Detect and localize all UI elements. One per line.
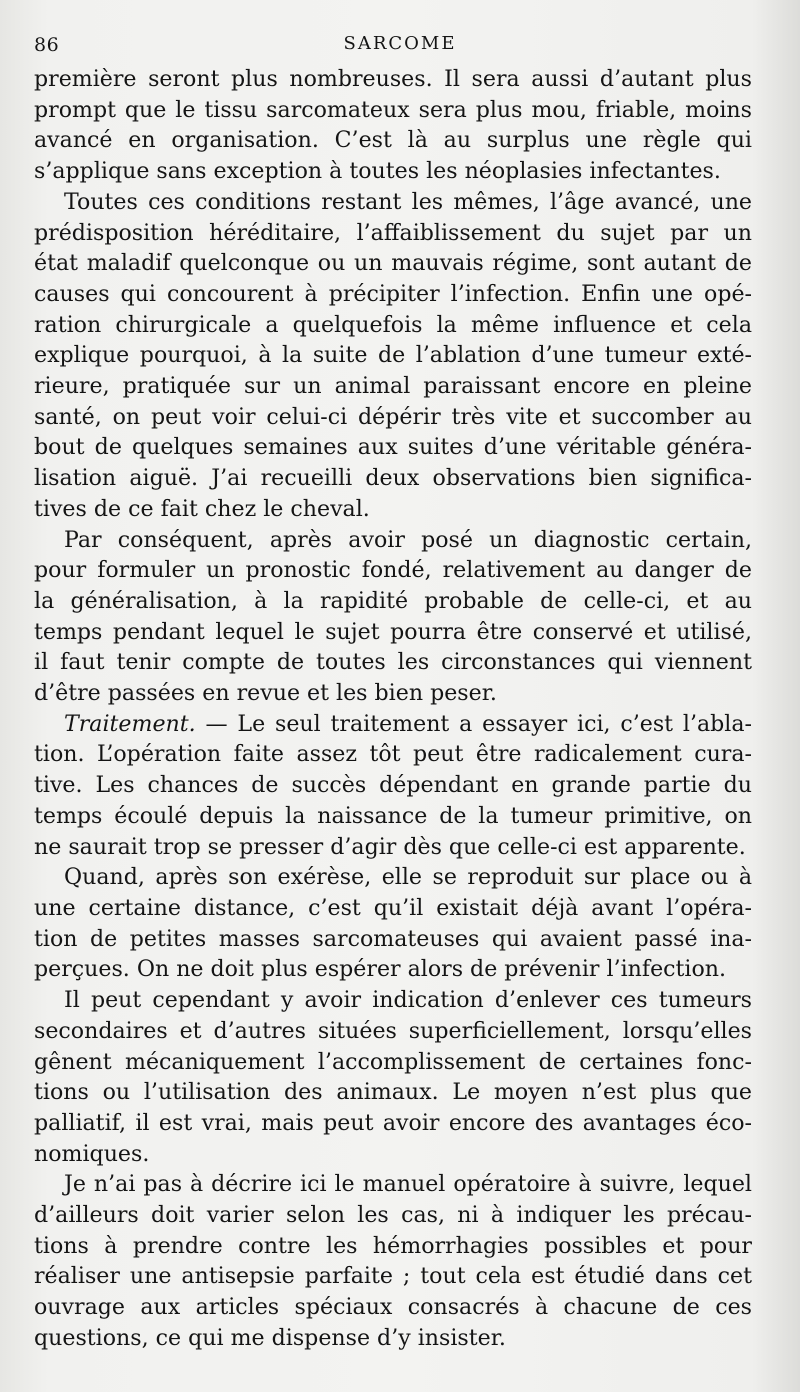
text-line: temps pendant lequel le sujet pourra être conservé et utilisé, xyxy=(34,618,752,645)
text-line: première seront plus nombreuses. Il sera aussi d’autant plus xyxy=(34,66,752,92)
text-line: pour formuler un pronostic fondé, relativement au danger de xyxy=(34,557,752,584)
text-line: s’applique sans exception à toutes les néoplasies infectantes. xyxy=(34,158,721,185)
text-line: tive. Les chances de succès dépendant en grande partie du xyxy=(34,772,752,799)
paragraph xyxy=(34,709,752,863)
text-line: Je n’ai pas à décrire ici le manuel opératoire à suivre, lequel xyxy=(64,1171,752,1198)
text-line: une certaine distance, c’est qu’il existait déjà avant l’opéra- xyxy=(34,894,752,921)
text-line: prompt que le tissu sarcomateux sera plus mou, friable, moins xyxy=(34,96,752,123)
text-line: questions, ce qui me dispense d’y insister. xyxy=(34,1324,506,1351)
text-line: état maladif quelconque ou un mauvais régime, sont autant de xyxy=(34,250,752,277)
text-line: ne saurait trop se presser d’agir dès que celle-ci est apparente. xyxy=(34,833,746,860)
paragraph xyxy=(34,862,752,985)
section-heading: Traitement. xyxy=(64,710,196,737)
text-line: lisation aiguë. J’ai recueilli deux observations bien significa- xyxy=(34,465,752,492)
text-line: secondaires et d’autres situées superficiellement, lorsqu’elles xyxy=(34,1017,752,1044)
text-line: ration chirurgicale a quelquefois la même influence et cela xyxy=(34,311,752,338)
text-line: rieure, pratiquée sur un animal paraissant encore en pleine xyxy=(34,373,752,400)
text-line: Il peut cependant y avoir indication d’enlever ces tumeurs xyxy=(64,987,752,1014)
paragraph xyxy=(34,985,752,1169)
text-line: palliatif, il est vrai, mais peut avoir encore des avantages éco- xyxy=(34,1109,752,1136)
text-line: Quand, après son exérèse, elle se reproduit sur place ou à xyxy=(64,864,752,891)
text-line: santé, on peut voir celui-ci dépérir très vite et succomber au xyxy=(34,403,752,430)
text-line: tion. L’opération faite assez tôt peut être radicalement cura- xyxy=(34,741,752,768)
page-number: 86 xyxy=(34,34,60,56)
text-line: ouvrage aux articles spéciaux consacrés à chacune de ces xyxy=(34,1294,752,1321)
text-line xyxy=(34,709,752,740)
text-line: Toutes ces conditions restant les mêmes, l’âge avancé, une xyxy=(64,188,752,215)
text-line: tion de petites masses sarcomateuses qui avaient passé ina- xyxy=(34,925,752,952)
text-line: Par conséquent, après avoir posé un diagnostic certain, xyxy=(64,526,752,553)
paragraph xyxy=(34,187,752,525)
text-line: tives de ce fait chez le cheval. xyxy=(34,495,370,522)
body-text xyxy=(34,64,752,1354)
text-line: explique pourquoi, à la suite de l’ablation d’une tumeur exté- xyxy=(34,342,752,369)
paragraph xyxy=(34,1169,752,1353)
text-line: temps écoulé depuis la naissance de la tumeur primitive, on xyxy=(34,802,752,829)
text-line: perçues. On ne doit plus espérer alors de prévenir l’infection. xyxy=(34,956,727,983)
text-line: tions ou l’utilisation des animaux. Le moyen n’est plus que xyxy=(34,1079,752,1106)
text-line: d’ailleurs doit varier selon les cas, ni à indiquer les précau- xyxy=(34,1202,752,1229)
text-line: d’être passées en revue et les bien peser. xyxy=(34,680,497,707)
text-line: réaliser une antisepsie parfaite ; tout cela est étudié dans cet xyxy=(34,1263,752,1290)
text-line: il faut tenir compte de toutes les circonstances qui viennent xyxy=(34,649,752,676)
text-line: bout de quelques semaines aux suites d’une véritable généra- xyxy=(34,434,752,461)
text-line: tions à prendre contre les hémorrhagies possibles et pour xyxy=(34,1232,752,1259)
text-line: la généralisation, à la rapidité probable de celle-ci, et au xyxy=(34,587,752,614)
text-line-rest: — Le seul traitement a essayer ici, c’est l’abla- xyxy=(195,710,752,737)
paragraph xyxy=(34,525,752,709)
text-line: avancé en organisation. C’est là au surplus une règle qui xyxy=(34,127,752,154)
text-line: gênent mécaniquement l’accomplissement de certaines fonc- xyxy=(34,1048,752,1075)
running-title: SARCOME xyxy=(343,33,457,54)
text-line: prédisposition héréditaire, l’affaiblissement du sujet par un xyxy=(34,219,752,246)
text-line: nomiques. xyxy=(34,1140,150,1167)
paragraph xyxy=(34,64,752,187)
text-line: causes qui concourent à précipiter l’infection. Enfin une opé- xyxy=(34,280,752,307)
